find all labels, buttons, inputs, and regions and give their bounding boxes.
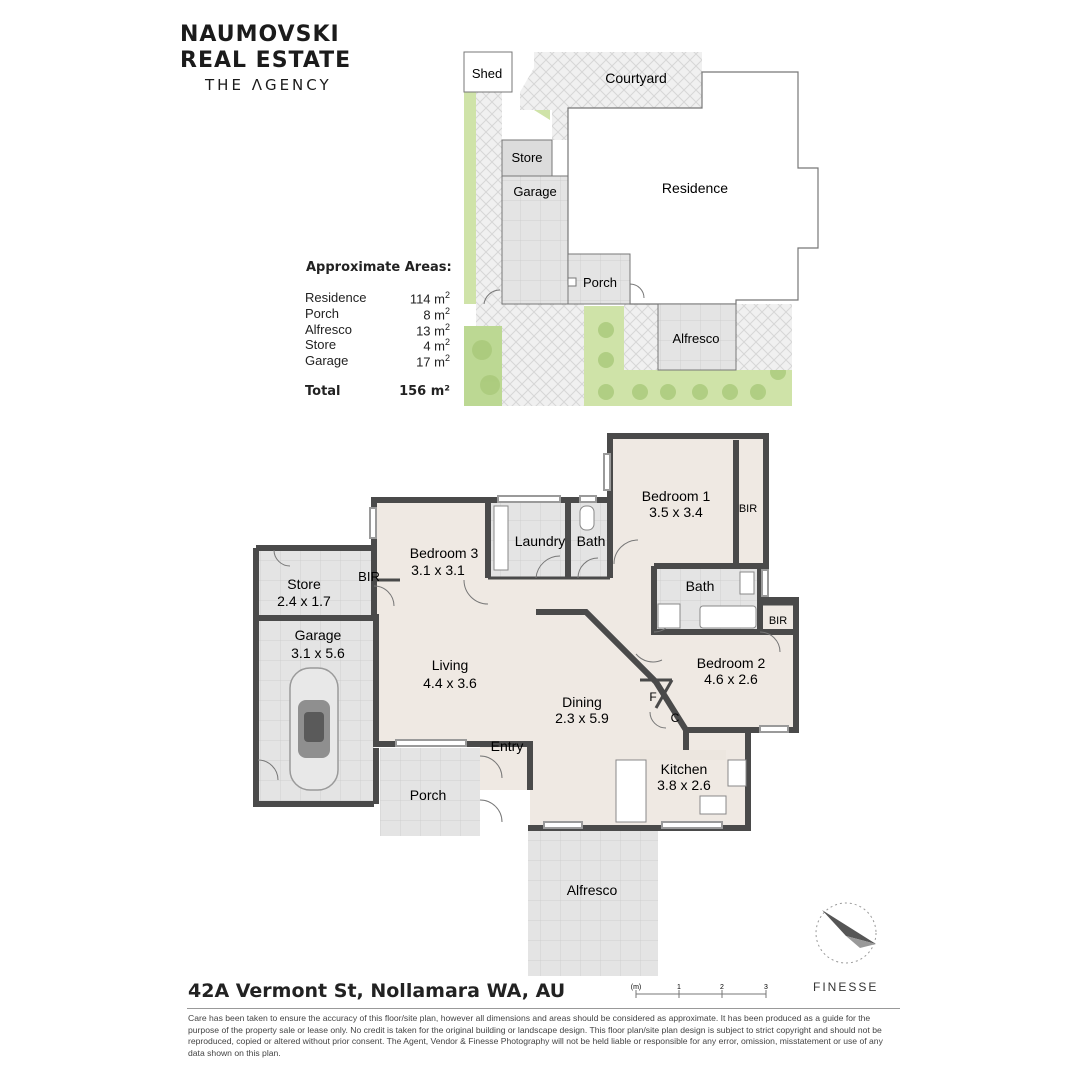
room-label-fridge: F	[649, 690, 657, 704]
scale-tick-1: 1	[677, 984, 681, 991]
room-label-cupboard: C	[670, 711, 680, 725]
area-value: 8 m	[423, 307, 445, 323]
floor-plan	[256, 436, 796, 976]
site-label-garage: Garage	[513, 184, 557, 199]
scale-tick-3: 3	[764, 984, 768, 991]
site-label-residence: Residence	[661, 180, 729, 196]
area-sup: 2	[444, 353, 450, 363]
site-porch-post	[568, 278, 576, 286]
north-compass-icon	[816, 903, 876, 963]
site-driveway	[502, 304, 584, 406]
brand-finesse: FINESSE	[813, 980, 879, 994]
room-label-entry: Entry	[490, 738, 524, 754]
logo-line-3: THE ΛGENCY	[205, 76, 332, 94]
area-sup: 2	[444, 337, 450, 347]
site-label-alfresco: Alfresco	[672, 331, 720, 346]
room-label-garage: Garage	[294, 627, 342, 643]
total-value: 156 m²	[399, 384, 450, 399]
garage-car	[290, 668, 338, 790]
area-name: Garage	[305, 353, 349, 368]
area-name: Alfresco	[305, 322, 352, 337]
area-value: 4 m	[423, 338, 445, 354]
room-label-bir-bed1: BIR	[738, 503, 758, 515]
area-sup: 2	[444, 290, 450, 300]
room-label-living: Living	[431, 657, 469, 673]
room-label-bir-bed2: BIR	[768, 615, 788, 627]
site-plan	[464, 52, 818, 406]
area-sup: 2	[444, 322, 450, 332]
site-label-courtyard: Courtyard	[605, 70, 667, 86]
area-name: Store	[305, 337, 337, 352]
scale-tick-2: 2	[720, 984, 724, 991]
logo-line-2: REAL ESTATE	[180, 48, 352, 73]
room-label-porch: Porch	[409, 787, 447, 803]
room-label-bath: Bath	[685, 578, 715, 594]
area-name: Porch	[305, 306, 339, 321]
site-path-corner	[476, 304, 502, 326]
room-label-store: Store	[287, 576, 321, 592]
property-address: 42A Vermont St, Nollamara WA, AU	[188, 980, 566, 1002]
site-garden-bottom	[624, 370, 792, 406]
room-label-dining: Dining	[562, 694, 602, 710]
area-value: 13 m	[416, 323, 445, 339]
scale-unit: (m)	[630, 984, 642, 991]
site-label-store: Store	[511, 150, 543, 165]
scale-bar	[631, 984, 768, 998]
room-dims-dining: 2.3 x 5.9	[555, 710, 609, 726]
areas-title: Approximate Areas:	[306, 260, 452, 275]
room-label-bedroom1: Bedroom 1	[641, 488, 711, 504]
site-label-porch: Porch	[583, 275, 617, 290]
area-sup: 2	[444, 306, 450, 316]
room-label-bath-small: Bath	[576, 533, 606, 549]
disclaimer-text: Care has been taken to ensure the accuracy of this floor/site plan, however all dimensions and areas should be considered as approximate. It has been produced as a guide for the purpose of the property sale or lease only. No credit is taken for the original building or landscape design. This floor plan/site plan design is subject to strict copyright and should not be reproduced, copied or altered without prior consent. The Agent, Vendor & Finesse Photography will not be held liable or responsible for any error, omission, misstatement or use of any data shown on this plan.	[188, 1013, 883, 1058]
room-dims-living: 4.4 x 3.6	[423, 675, 477, 691]
room-label-laundry: Laundry	[514, 533, 566, 549]
floor-alfresco	[528, 826, 658, 976]
room-label-bir-bed3: BIR	[358, 569, 380, 584]
room-dims-garage: 3.1 x 5.6	[291, 645, 345, 661]
footer-divider	[187, 1008, 900, 1009]
total-name: Total	[305, 384, 341, 399]
area-value: 17 m	[416, 354, 445, 370]
room-label-kitchen: Kitchen	[660, 761, 708, 777]
area-name: Residence	[305, 290, 367, 305]
logo-line-1: NAUMOVSKI	[180, 22, 340, 47]
room-label-alfresco: Alfresco	[566, 882, 618, 898]
room-dims-bedroom3: 3.1 x 3.1	[411, 562, 465, 578]
room-dims-bedroom2: 4.6 x 2.6	[704, 671, 758, 687]
room-label-bedroom3: Bedroom 3	[409, 545, 479, 561]
room-dims-bedroom1: 3.5 x 3.4	[649, 504, 703, 520]
site-garden-bottom-left	[464, 326, 502, 406]
area-value: 114 m	[409, 291, 445, 307]
room-dims-kitchen: 3.8 x 2.6	[657, 777, 711, 793]
room-label-bedroom2: Bedroom 2	[696, 655, 766, 671]
site-label-shed: Shed	[471, 66, 503, 81]
room-dims-store: 2.4 x 1.7	[277, 593, 331, 609]
site-path-left	[476, 90, 502, 304]
